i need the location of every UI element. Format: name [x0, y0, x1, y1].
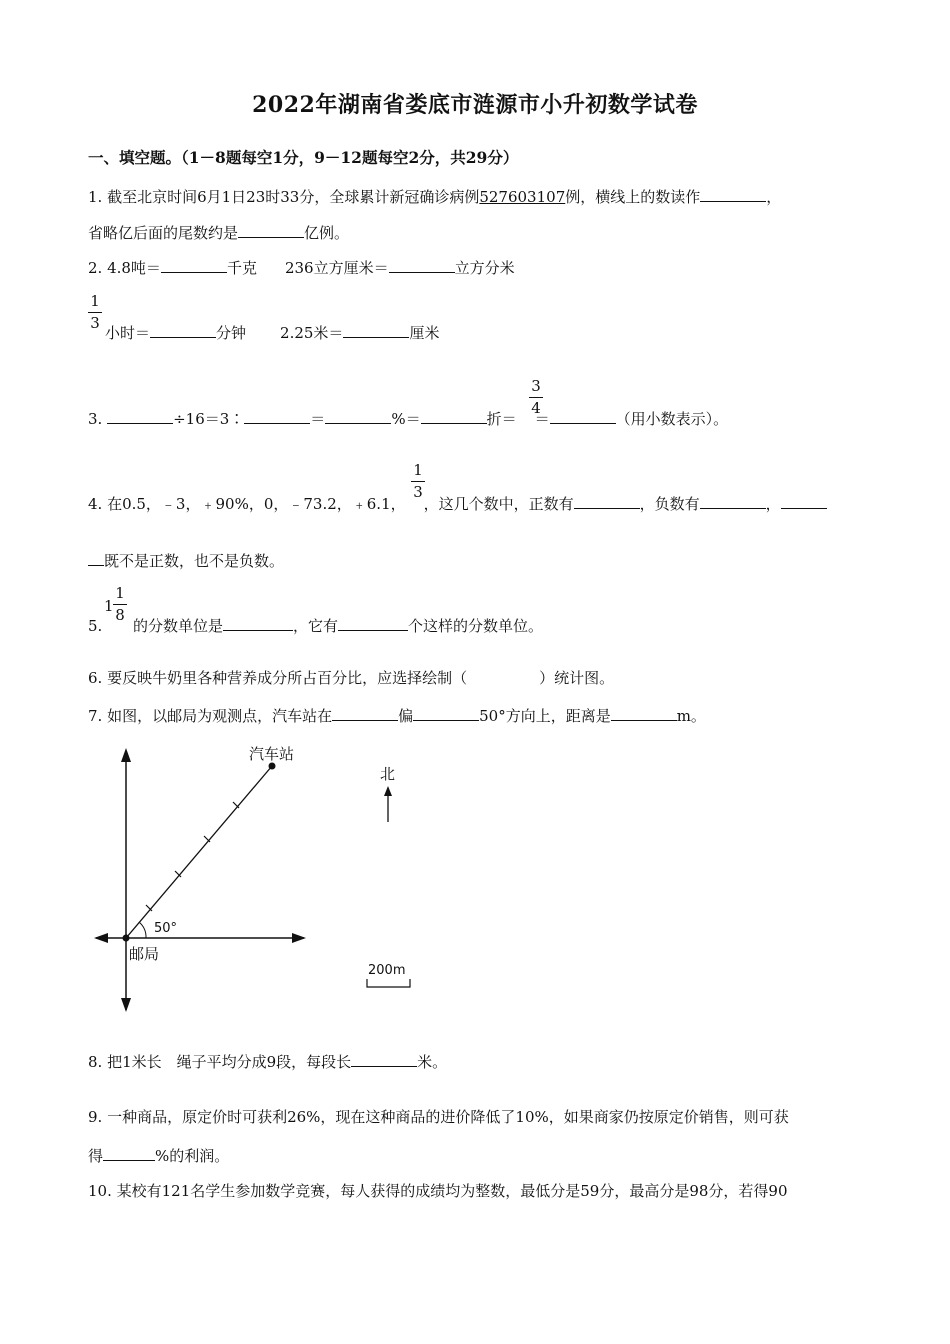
question-10-line-1: 10. 某校有121名学生参加数学竞赛，每人获得的成绩均为整数，最低分是59分，最高分是98分，若得90	[88, 1182, 788, 1200]
arrow-down-icon	[121, 998, 131, 1012]
question-9-line-1: 9. 一种商品，原定价时可获利26%，现在这种商品的进价降低了10%，如果商家仍按原定价销售，则可获	[88, 1108, 789, 1126]
scale-tick	[204, 836, 210, 842]
post-office-label: 邮局	[129, 945, 160, 963]
question-5-number: 5.	[88, 617, 103, 635]
north-arrow-icon	[384, 786, 392, 796]
angle-label: 50°	[154, 921, 178, 936]
question-4-line-2: 既不是正数，也不是负数。	[88, 549, 284, 571]
scale-bar	[367, 979, 410, 987]
direction-line	[126, 766, 272, 938]
fraction-three-quarters: 3 4	[529, 378, 543, 416]
fraction-one-third: 1 3	[411, 462, 425, 500]
question-2-line-1: 2. 4.8吨＝ 千克 236立方厘米＝ 立方分米	[88, 256, 515, 278]
question-1-line-2: 省略亿后面的尾数约是 亿例。	[88, 221, 349, 243]
section-heading-fill-in: 一、填空题。（1－8题每空1分，9－12题每空2分，共29分）	[88, 148, 519, 167]
question-8: 8. 把1米长 绳子平均分成9段，每段长 米。	[88, 1050, 447, 1072]
north-label: 北	[380, 765, 396, 783]
answer-blank[interactable]	[103, 1144, 155, 1161]
arrow-right-icon	[292, 933, 306, 943]
fraction-one-third: 1 3	[88, 293, 102, 331]
post-office-point	[123, 935, 130, 942]
arrow-up-icon	[121, 748, 131, 762]
question-5-text: 的分数单位是 ，它有 个这样的分数单位。	[133, 614, 543, 636]
question-6: 6. 要反映牛奶里各种营养成分所占百分比，应选择绘制（ ）统计图。	[88, 669, 615, 687]
station-label: 汽车站	[249, 745, 295, 763]
answer-blank[interactable]	[351, 1050, 417, 1067]
mixed-number-whole: 1	[104, 597, 114, 615]
page-title: 2022年湖南省娄底市涟源市小升初数学试卷	[252, 92, 698, 118]
fraction-one-eighth: 1 8	[113, 585, 127, 623]
question-2-line-2: 小时＝ 分钟 2.25米＝ 厘米	[105, 321, 439, 343]
question-4-line-1: 4. 在0.5，﹣3，﹢90%，0，﹣73.2，﹢6.1， ，这几个数中，正数有 ，负数有 ，	[88, 492, 827, 514]
scale-label: 200m	[368, 963, 406, 978]
station-point	[269, 763, 276, 770]
underlined-number: 527603107	[479, 188, 566, 206]
angle-arc	[139, 922, 146, 938]
question-9-line-2: 得 %的利润。	[88, 1144, 229, 1166]
arrow-left-icon	[94, 933, 108, 943]
question-1-line-1: 1. 截至北京时间6月1日23时33分，全球累计新冠确诊病例527603107例，横线上的数读作 ，	[88, 185, 781, 207]
question-3: 3. ÷16＝3∶ ＝ %＝ 折＝ ＝ （用小数表示）。	[88, 407, 728, 429]
question-7: 7. 如图，以邮局为观测点，汽车站在 偏 50°方向上，距离是 m。	[88, 704, 706, 726]
